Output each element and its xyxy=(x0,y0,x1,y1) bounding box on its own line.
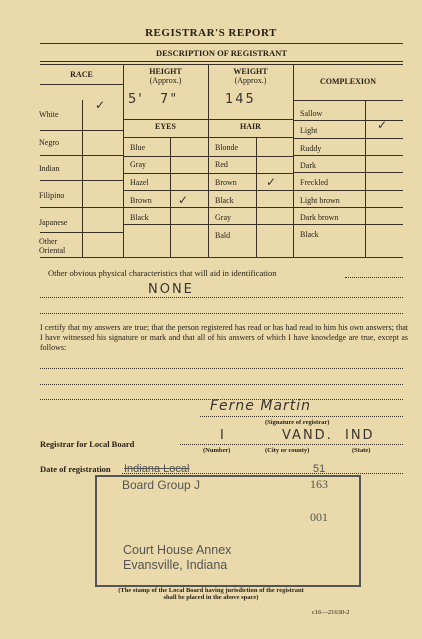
hair-brown: Brown xyxy=(215,178,237,187)
complexion-rule-5 xyxy=(293,190,403,191)
race-japanese: Japanese xyxy=(39,218,68,227)
hair-blonde: Blonde xyxy=(215,143,239,152)
height-feet-value: 5' xyxy=(128,92,144,107)
hair-black: Black xyxy=(215,196,234,205)
registrar-signature: Ferne Martin xyxy=(210,398,312,414)
table-top-rule-2 xyxy=(40,64,403,65)
report-title: REGISTRAR'S REPORT xyxy=(145,27,277,39)
eyes-gray: Gray xyxy=(130,160,146,169)
date-of-registration-label: Date of registration xyxy=(40,464,111,474)
local-board-city: VAND. xyxy=(282,428,333,443)
local-board-label: Registrar for Local Board xyxy=(40,439,135,449)
stamp-line-2-number: 163 xyxy=(310,477,328,491)
race-column-header: RACE xyxy=(70,70,93,79)
stamp-line-2: Board Group J xyxy=(122,478,201,492)
eyes-rule-5 xyxy=(123,224,208,225)
stamp-line-1: Indiana Local xyxy=(124,463,190,475)
hair-rule-3 xyxy=(208,190,293,191)
race-oriental: Oriental xyxy=(39,246,66,255)
eyes-column-header: EYES xyxy=(155,122,176,131)
eyes-rule-3 xyxy=(123,190,208,191)
stamp-address-2: Evansville, Indiana xyxy=(123,558,228,572)
eyes-rule-2 xyxy=(123,173,208,174)
height-inches-value: 7" xyxy=(160,92,179,107)
race-filipino: Filipino xyxy=(39,191,65,200)
race-other: Other xyxy=(39,237,58,246)
eyes-rule-4 xyxy=(123,207,208,208)
race-rule-2 xyxy=(40,155,123,156)
number-caption: (Number) xyxy=(203,447,231,454)
physical-dotted-line-2 xyxy=(40,297,403,298)
col-divider-complexion-inner xyxy=(365,100,366,257)
col-divider-eyes-inner xyxy=(170,137,171,257)
weight-column-header: WEIGHT xyxy=(233,67,268,76)
race-rule-4 xyxy=(40,207,123,208)
city-caption: (City or county) xyxy=(265,447,310,454)
stamp-line-1-number: 51 xyxy=(313,463,326,475)
eyes-rule-1 xyxy=(123,156,208,157)
complexion-light: Light xyxy=(300,126,318,135)
col-divider-height xyxy=(208,64,209,257)
complexion-rule-4 xyxy=(293,172,403,173)
hair-rule-4 xyxy=(208,207,293,208)
height-column-subheader: (Approx.) xyxy=(149,76,182,85)
local-board-number: I xyxy=(220,428,226,443)
eyes-hair-header-rule xyxy=(123,137,293,138)
eyes-brown: Brown xyxy=(130,196,152,205)
col-divider-race xyxy=(123,64,124,257)
cert-dotted-line-2 xyxy=(40,384,403,385)
physical-characteristics-label: Other obvious physical characteristics that will aid in identification xyxy=(48,268,277,278)
physical-characteristics-value: NONE xyxy=(148,282,194,297)
hair-rule-5 xyxy=(208,224,293,225)
complexion-rule-2 xyxy=(293,138,403,139)
complexion-light-brown: Light brown xyxy=(300,196,340,205)
eyes-black: Black xyxy=(130,213,149,222)
physical-dotted-line-3 xyxy=(40,313,403,314)
height-column-header: HEIGHT xyxy=(149,67,182,76)
signature-caption: (Signature of registrar) xyxy=(265,419,330,426)
eyes-blue: Blue xyxy=(130,143,146,152)
race-rule-5 xyxy=(40,232,123,233)
weight-value: 145 xyxy=(225,92,256,107)
complexion-black: Black xyxy=(300,230,319,239)
table-top-rule xyxy=(40,61,403,62)
race-indian: Indian xyxy=(39,164,60,173)
complexion-rule-6 xyxy=(293,207,403,208)
signature-line xyxy=(200,416,403,417)
stamp-note-1: (The stamp of the Local Board having jurisdiction of the registrant xyxy=(118,587,304,594)
complexion-sallow: Sallow xyxy=(300,109,323,118)
hair-bald: Bald xyxy=(215,231,231,240)
eyes-brown-check: ✓ xyxy=(178,193,189,207)
local-board-line xyxy=(180,444,403,445)
race-negro: Negro xyxy=(39,138,59,147)
col-divider-hair-inner xyxy=(256,137,257,257)
col-divider-race-inner xyxy=(82,100,83,257)
race-rule-1 xyxy=(40,130,123,131)
title-rule xyxy=(40,43,403,44)
race-white: White xyxy=(39,110,59,119)
table-bottom-rule xyxy=(40,257,403,258)
complexion-dark: Dark xyxy=(300,161,316,170)
stamp-line-3-number: 001 xyxy=(310,510,328,524)
state-caption: (State) xyxy=(352,447,371,454)
cert-dotted-line-1 xyxy=(40,368,403,369)
complexion-column-header: COMPLEXION xyxy=(320,77,376,86)
hair-rule-1 xyxy=(208,156,293,157)
complexion-header-rule xyxy=(293,100,403,101)
stamp-note-2: shall be placed in the above space) xyxy=(163,594,259,601)
section-heading: DESCRIPTION OF REGISTRANT xyxy=(156,48,287,58)
complexion-dark-brown: Dark brown xyxy=(300,213,339,222)
race-header-rule xyxy=(40,84,123,85)
certification-text: I certify that my answers are true; that the person registered has read or has had read to him his own answers; that I have witnessed his signature or mark and that all of his answers of which I have knowledge are true, except as follows: xyxy=(40,323,408,352)
race-white-check: ✓ xyxy=(95,98,106,112)
weight-column-subheader: (Approx.) xyxy=(234,76,267,85)
complexion-rule-3 xyxy=(293,155,403,156)
col-divider-weight xyxy=(293,64,294,257)
physical-dotted-line-1 xyxy=(345,277,403,278)
eyes-hair-header-rule-top xyxy=(123,119,293,120)
stamp-address-1: Court House Annex xyxy=(123,543,232,557)
complexion-rule-7 xyxy=(293,224,403,225)
complexion-ruddy: Ruddy xyxy=(300,144,322,153)
hair-gray: Gray xyxy=(215,213,231,222)
race-rule-3 xyxy=(40,180,123,181)
eyes-hazel: Hazel xyxy=(130,178,149,187)
hair-red: Red xyxy=(215,160,228,169)
complexion-light-check: ✓ xyxy=(377,118,388,132)
hair-column-header: HAIR xyxy=(240,122,261,131)
form-code: c16—21630-2 xyxy=(312,609,350,616)
hair-brown-check: ✓ xyxy=(266,175,277,189)
local-board-state: IND xyxy=(345,428,375,443)
hair-rule-2 xyxy=(208,173,293,174)
complexion-freckled: Freckled xyxy=(300,178,328,187)
